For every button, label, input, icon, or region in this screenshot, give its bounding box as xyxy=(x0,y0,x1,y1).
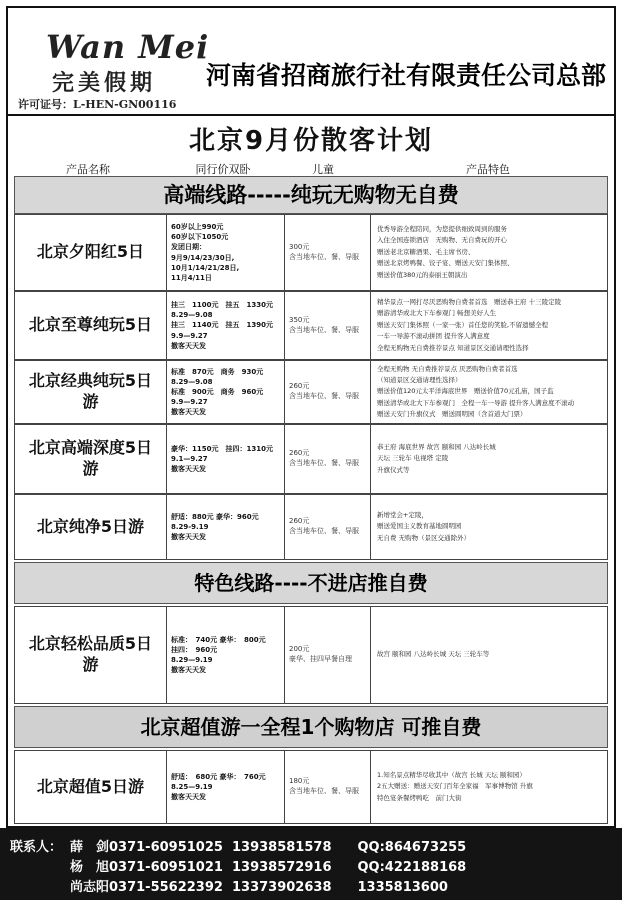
product-price: 豪华：1150元 挂四：1310元 9.1—9.27 撤客天天发 xyxy=(167,425,285,493)
company-name: 河南省招商旅行社有限责任公司总部 xyxy=(206,61,607,90)
column-header-child: 儿童 xyxy=(312,163,334,176)
child-price: 260元 含当地车位、餐、导服 xyxy=(285,361,371,423)
product-feature: 故宫 颐和园 八达岭长城 天坛 三轮车等 xyxy=(377,650,490,659)
logo-latin: Wan Mei xyxy=(46,28,210,66)
child-price: 200元 豪华、挂四早餐自理 xyxy=(285,607,371,703)
product-row xyxy=(14,214,608,291)
product-row xyxy=(14,424,608,494)
column-header-product: 产品名称 xyxy=(66,163,110,176)
license-number: 许可证号：L-HEN-GN00116 xyxy=(18,98,177,111)
product-feature: 优秀导游全程陪同，为您提供细致周到的服务 入住全国连锁酒店 无购物、无自费玩的开心 赠送老北京糖酒果、毛主席书房、 赠送北京烤鸭餐、饺子宴、赠送天安门集体照、 赠送价值380元的泰丽王朝演出 xyxy=(377,225,514,279)
column-header-feature: 产品特色 xyxy=(466,163,510,176)
header xyxy=(6,6,616,116)
product-name: 北京经典纯玩5日游 xyxy=(15,361,167,423)
child-price: 180元 含当地车位、餐、导服 xyxy=(285,751,371,823)
product-name: 北京纯净5日游 xyxy=(15,495,167,559)
product-price: 舒适： 680元 豪华： 760元 8.25—9.19 撤客天天发 xyxy=(167,751,285,823)
product-name: 北京轻松品质5日游 xyxy=(15,607,167,703)
contacts-bar xyxy=(0,828,622,900)
column-header-price: 同行价双卧 xyxy=(195,163,251,176)
product-price: 标准： 740元 豪华： 800元 挂四： 960元 8.29—9.19 撤客天天发 xyxy=(167,607,285,703)
contact-line: 杨 旭0371-60951021 13938572916 QQ:422188168 xyxy=(70,860,467,875)
product-row xyxy=(14,291,608,360)
product-row xyxy=(14,606,608,704)
product-feature: 恭王府 海底世界 故宫 颐和园 八达岭长城 天坛 三轮车 电视塔 定陵 升旗仪式等 xyxy=(377,442,496,474)
contact-line: 尚志阳0371-55622392 13373902638 1335813600 xyxy=(70,880,448,895)
child-price: 300元 含当地车位、餐、导服 xyxy=(285,215,371,290)
child-price: 260元 含当地车位、餐、导服 xyxy=(285,425,371,493)
plan-title: 北京9月份散客计划 xyxy=(188,126,434,156)
section-banner-premium: 高端线路-----纯玩无购物无自费 xyxy=(14,176,608,214)
product-row xyxy=(14,494,608,560)
product-name: 北京夕阳红5日 xyxy=(15,215,167,290)
plan-table xyxy=(6,114,616,828)
logo-chinese: 完美假期 xyxy=(52,71,157,96)
product-name: 北京高端深度5日游 xyxy=(15,425,167,493)
contacts-label: 联系人： xyxy=(10,840,63,855)
section-banner-value: 北京超值游一全程1个购物店 可推自费 xyxy=(14,706,608,748)
child-price: 350元 含当地车位、餐、导服 xyxy=(285,292,371,359)
section-banner-feature: 特色线路----不进店推自费 xyxy=(14,562,608,604)
product-row xyxy=(14,750,608,824)
child-price: 260元 含当地车位、餐、导服 xyxy=(285,495,371,559)
product-feature: 全程无购物 无自费推荐景点 厌恶购物自费者首选 （知道景区交通请理性选择） 赠送价值120元太平洋海底世界 赠送价值70元孔庙，国子监 赠送清华或北大下车参观门 全程一车一导游 提升客人满意度不滚动 赠送天安门升旗仪式 赠送圆明园（含首道大门票） xyxy=(377,364,575,419)
product-price: 60岁以上990元 60岁以下1050元 发团日期： 9月9/14/23/30日, 10月1/14/21/28日, 11月4/11日 xyxy=(167,215,285,290)
product-name: 北京至尊纯玩5日 xyxy=(15,292,167,359)
product-name: 北京超值5日游 xyxy=(15,751,167,823)
product-row xyxy=(14,360,608,424)
product-price: 舒适：880元 豪华：960元 8.29-9.19 撤客天天发 xyxy=(167,495,285,559)
product-feature: 精华景点一网打尽厌恶购物自费者首选 赠送恭王府 十三陵定陵 赠游清华或北大下车参观门 畅想美好人生 赠送天安门集体照（一家一张）首任您的笑脸,不留遗憾全程 一车一导游不滚动拼团 提升客人满意度 全程无购物无自费推荐景点 知道景区交通请理性选择 xyxy=(377,298,562,352)
product-price: 挂三 1100元 挂五 1330元 8.29—9.08 挂三 1140元 挂五 1390元 9.9—9.27 撤客天天发 xyxy=(167,292,285,359)
product-price: 标准 870元 商务 930元 8.29—9.08 标准 900元 商务 960元 9.9—9.27 撤客天天发 xyxy=(167,361,285,423)
product-feature: 1.知名景点精华尽收其中（故宫 长城 天坛 颐和园） 2五大赠送：赠送天安门百年全家福 军事博物馆 升旗 特色宴条餐烤鸭吃 前门大街 xyxy=(377,770,533,802)
contact-line: 薛 剑0371-60951025 13938581578 QQ:864673255 xyxy=(70,840,467,855)
product-feature: 新增堂会+定陵， 赠送爱国主义教育基地圆明园 无自费 无购物（景区交通除外） xyxy=(377,510,471,542)
